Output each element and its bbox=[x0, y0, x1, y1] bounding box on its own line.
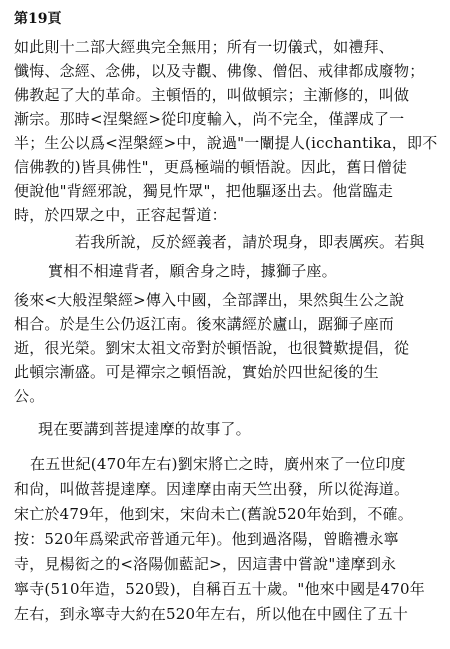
text-line: 按：520年爲梁武帝普通元年)。他到過洛陽，曾瞻禮永寧 bbox=[14, 530, 399, 548]
quote-line: 實相不相違背者，願舍身之時，據獅子座。 bbox=[48, 262, 337, 280]
text-line: 信佛教的)皆具佛性"，更爲極端的頓悟說。因此，舊日僧徒 bbox=[14, 158, 408, 176]
text-line: 逝，很光榮。劉宋太祖文帝對於頓悟說，也很贊歎提倡，從 bbox=[14, 339, 410, 357]
text-line: 便說他"背經邪說，獨見忤眾"，把他驅逐出去。他當臨走 bbox=[14, 182, 394, 200]
text-line: 在五世紀(470年左右)劉宋將亡之時，廣州來了一位印度 bbox=[30, 455, 406, 473]
text-line: 如此則十二部大經典完全無用；所有一切儀式，如禮拜、 bbox=[14, 38, 395, 56]
text-line: 公。 bbox=[14, 387, 45, 405]
text-line: 漸宗。那時<涅槃經>從印度輸入，尚不完全，僅譯成了一 bbox=[14, 110, 405, 128]
text-line: 左右，到永寧寺大約在520年左右，所以他在中國住了五十 bbox=[14, 605, 409, 623]
text-line: 相合。於是生公仍返江南。後來講經於廬山，踞獅子座而 bbox=[14, 315, 395, 333]
text-line: 半；生公以爲<涅槃經>中，說過"一闡提人(icchantika，即不 bbox=[14, 134, 438, 152]
text-line: 此頓宗漸盛。可是禪宗之頓悟說，實始於四世紀後的生 bbox=[14, 363, 379, 381]
text-line: 懺悔、念經、念佛，以及寺觀、佛像、僧侶、戒律都成廢物； bbox=[14, 62, 425, 80]
quote-line: 若我所說，反於經義者，請於現身，即表厲疾。若與 bbox=[75, 233, 425, 251]
section-intro: 現在要講到菩提達摩的故事了。 bbox=[38, 420, 251, 438]
page-number: 第19頁 bbox=[14, 11, 62, 27]
text-line: 後來<大般涅槃經>傳入中國，全部譯出，果然與生公之說 bbox=[14, 291, 405, 309]
text-line: 寧寺(510年造，520毀)，自稱百五十歲。"他來中國是470年 bbox=[14, 580, 425, 598]
text-line: 佛教起了大的革命。主頓悟的，叫做頓宗；主漸修的，叫做 bbox=[14, 86, 410, 104]
text-line: 寺，見楊衒之的<洛陽伽藍記>，因這書中嘗說"達摩到永 bbox=[14, 555, 397, 573]
text-line: 宋亡於479年，他到宋，宋尙未亡(舊說520年始到，不確。 bbox=[14, 505, 413, 523]
text-line: 和尙，叫做菩提達摩。因達摩由南天竺出發，所以從海道。 bbox=[14, 480, 410, 498]
text-line: 時，於四眾之中，正容起誓道： bbox=[14, 206, 227, 224]
